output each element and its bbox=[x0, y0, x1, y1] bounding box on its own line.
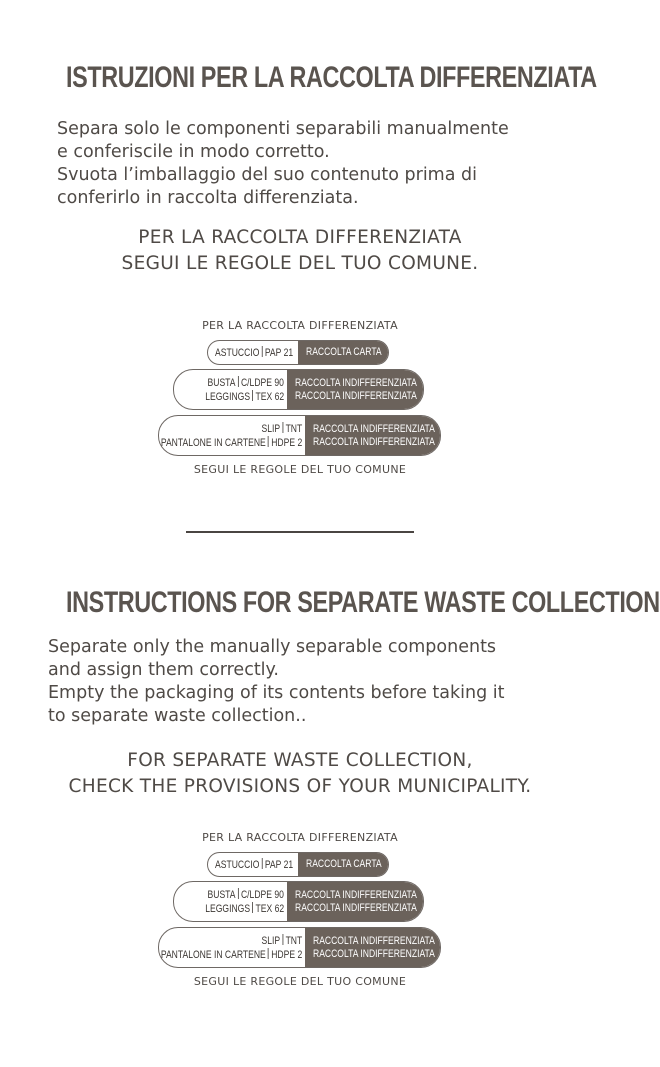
item-code: TEX 62 bbox=[255, 902, 284, 915]
notice-line: CHECK THE PROVISIONS OF YOUR MUNICIPALITY. bbox=[68, 776, 532, 797]
english-title: INSTRUCTIONS FOR SEPARATE WASTE COLLECTION bbox=[66, 586, 660, 619]
label-row-materials bbox=[208, 341, 298, 364]
paragraph-line: Separa solo le componenti separabili manualmente bbox=[57, 119, 509, 139]
label-row-disposal bbox=[287, 370, 423, 409]
item-name: PANTALONE IN CARTENE bbox=[160, 436, 266, 449]
label-row-materials bbox=[174, 370, 289, 409]
label-row-busta-leggings bbox=[173, 369, 424, 410]
item-code: C/LDPE 90 bbox=[241, 376, 284, 389]
label-row-materials bbox=[159, 416, 307, 455]
english-paragraph bbox=[48, 636, 588, 728]
paragraph-line: and assign them correctly. bbox=[48, 660, 279, 680]
italian-title: ISTRUZIONI PER LA RACCOLTA DIFFERENZIATA bbox=[66, 61, 597, 94]
item-code: TEX 62 bbox=[255, 390, 284, 403]
item-name: SLIP bbox=[261, 934, 280, 947]
item-name: ASTUCCIO bbox=[214, 858, 260, 871]
disposal-text: RACCOLTA INDIFFERENZIATA bbox=[295, 901, 417, 914]
label-row-astuccio bbox=[207, 340, 389, 365]
item-name: LEGGINGS bbox=[205, 390, 250, 403]
disposal-text: RACCOLTA INDIFFERENZIATA bbox=[295, 376, 417, 389]
disposal-text: RACCOLTA INDIFFERENZIATA bbox=[313, 934, 435, 947]
label-row-materials bbox=[208, 853, 298, 876]
item-name: PANTALONE IN CARTENE bbox=[160, 948, 266, 961]
item-name: BUSTA bbox=[207, 376, 236, 389]
italian-notice bbox=[0, 225, 600, 277]
label-row-disposal bbox=[298, 853, 388, 876]
item-name: BUSTA bbox=[207, 888, 236, 901]
label-row-materials bbox=[174, 882, 289, 921]
disposal-text: RACCOLTA INDIFFERENZIATA bbox=[295, 888, 417, 901]
item-code: PAP 21 bbox=[264, 858, 293, 871]
disposal-text: RACCOLTA INDIFFERENZIATA bbox=[295, 389, 417, 402]
label-row-disposal bbox=[305, 416, 440, 455]
item-name: SLIP bbox=[261, 422, 280, 435]
label-row-busta-leggings bbox=[173, 881, 424, 922]
label-row-materials bbox=[159, 928, 307, 967]
disposal-label bbox=[155, 316, 445, 488]
disposal-text: RACCOLTA INDIFFERENZIATA bbox=[313, 422, 435, 435]
item-code: TNT bbox=[285, 934, 302, 947]
item-code: TNT bbox=[285, 422, 302, 435]
label-row-disposal bbox=[305, 928, 440, 967]
label-bottom-text: SEGUI LE REGOLE DEL TUO COMUNE bbox=[193, 463, 407, 476]
item-code: HDPE 2 bbox=[270, 948, 302, 961]
disposal-text: RACCOLTA CARTA bbox=[306, 858, 382, 870]
paragraph-line: Empty the packaging of its contents before taking it bbox=[48, 683, 505, 703]
notice-line: PER LA RACCOLTA DIFFERENZIATA bbox=[138, 227, 462, 248]
english-notice bbox=[0, 748, 600, 800]
disposal-label bbox=[155, 828, 445, 1000]
item-code: HDPE 2 bbox=[270, 436, 302, 449]
paragraph-line: e conferiscile in modo corretto. bbox=[57, 142, 330, 162]
notice-line: SEGUI LE REGOLE DEL TUO COMUNE. bbox=[121, 253, 479, 274]
item-name: ASTUCCIO bbox=[214, 346, 260, 359]
section-divider bbox=[186, 531, 414, 533]
label-row-disposal bbox=[287, 882, 423, 921]
label-row-slip-pantalone bbox=[158, 927, 441, 968]
paragraph-line: Svuota l’imballaggio del suo contenuto prima di bbox=[57, 165, 477, 185]
paragraph-line: Separate only the manually separable components bbox=[48, 637, 497, 657]
italian-paragraph bbox=[57, 118, 577, 210]
item-code: PAP 21 bbox=[264, 346, 293, 359]
label-top-text: PER LA RACCOLTA DIFFERENZIATA bbox=[202, 831, 398, 844]
notice-line: FOR SEPARATE WASTE COLLECTION, bbox=[127, 750, 473, 771]
disposal-text: RACCOLTA INDIFFERENZIATA bbox=[313, 435, 435, 448]
paragraph-line: conferirlo in raccolta differenziata. bbox=[57, 188, 359, 208]
label-row-slip-pantalone bbox=[158, 415, 441, 456]
item-name: LEGGINGS bbox=[205, 902, 250, 915]
label-row-disposal bbox=[298, 341, 388, 364]
disposal-text: RACCOLTA INDIFFERENZIATA bbox=[313, 947, 435, 960]
disposal-text: RACCOLTA CARTA bbox=[306, 346, 382, 358]
label-bottom-text: SEGUI LE REGOLE DEL TUO COMUNE bbox=[193, 975, 407, 988]
label-top-text: PER LA RACCOLTA DIFFERENZIATA bbox=[202, 319, 398, 332]
paragraph-line: to separate waste collection.. bbox=[48, 706, 307, 726]
item-code: C/LDPE 90 bbox=[241, 888, 284, 901]
label-row-astuccio bbox=[207, 852, 389, 877]
